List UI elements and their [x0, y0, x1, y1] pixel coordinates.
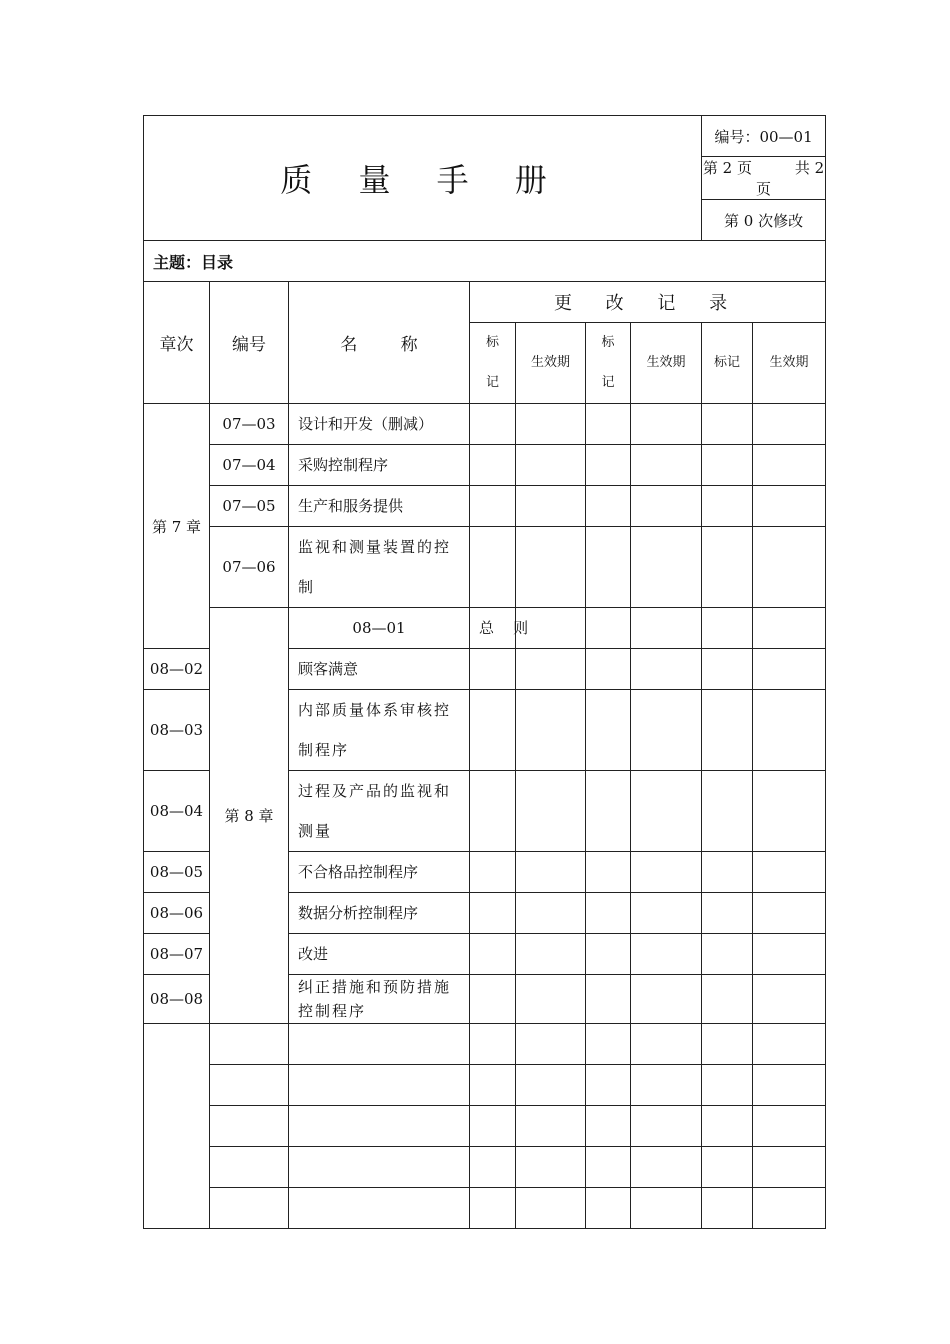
table-row: [144, 445, 826, 486]
header-row: [144, 116, 826, 157]
row-name: 监视和测量装置的控制: [289, 527, 470, 608]
row-name: 过程及产品的监视和测量: [289, 771, 470, 852]
col-change-record: 更 改 记 录: [470, 282, 826, 323]
row-name: 纠正措施和预防措施控制程序: [289, 975, 470, 1024]
page-current: 第 2 页: [702, 159, 752, 177]
row-number: 07—03: [210, 404, 289, 445]
row-number: 08—08: [144, 975, 210, 1024]
revision-info: 第 0 次修改: [702, 200, 826, 241]
contents-table: [143, 115, 826, 1229]
row-name: 顾客满意: [289, 649, 470, 690]
chapter-label: 第 7 章: [144, 404, 210, 649]
col-mark-2: [586, 323, 631, 404]
chapter-label: 第 8 章: [210, 608, 289, 1024]
blank-row: [144, 1188, 826, 1229]
table-row: [144, 486, 826, 527]
mark-top-text: 标: [485, 335, 499, 350]
row-name: 内部质量体系审核控制程序: [289, 690, 470, 771]
col-name: 名 称: [289, 282, 470, 404]
col-effective-1: 生效期: [516, 323, 586, 404]
row-number: 08—01: [289, 608, 470, 649]
row-number: 08—07: [144, 934, 210, 975]
row-number: 08—03: [144, 690, 210, 771]
blank-row: [144, 1065, 826, 1106]
col-effective-3: 生效期: [753, 323, 826, 404]
row-number: 07—05: [210, 486, 289, 527]
doc-number: 编号：00—01: [702, 116, 826, 157]
document-title: 质 量 手 册: [144, 116, 702, 241]
row-number: 07—06: [210, 527, 289, 608]
row-number: 07—04: [210, 445, 289, 486]
quality-manual-page: [143, 115, 825, 1229]
row-number: 08—04: [144, 771, 210, 852]
col-number: 编号: [210, 282, 289, 404]
row-name: 不合格品控制程序: [289, 852, 470, 893]
row-number: 08—02: [144, 649, 210, 690]
mark-bottom-text: 记: [485, 375, 499, 390]
row-name: 数据分析控制程序: [289, 893, 470, 934]
table-row: [144, 527, 826, 608]
row-name: 设计和开发（删减）: [289, 404, 470, 445]
row-name: 总 则: [470, 608, 516, 649]
page-info: [702, 157, 826, 200]
col-mark-1: [470, 323, 516, 404]
col-effective-2: 生效期: [631, 323, 702, 404]
mark-bottom-text: 记: [601, 375, 615, 390]
row-name: 采购控制程序: [289, 445, 470, 486]
table-row: [144, 608, 826, 649]
col-mark-3: 标记: [702, 323, 753, 404]
table-row: [144, 404, 826, 445]
row-number: 08—06: [144, 893, 210, 934]
blank-row: [144, 1024, 826, 1065]
blank-row: [144, 1147, 826, 1188]
row-number: 08—05: [144, 852, 210, 893]
row-name: 改进: [289, 934, 470, 975]
blank-row: [144, 1106, 826, 1147]
blank-chapter-cell: [144, 1024, 210, 1229]
subject-line: 主题：目录: [144, 241, 826, 282]
row-name: 生产和服务提供: [289, 486, 470, 527]
col-chapter: 章次: [144, 282, 210, 404]
mark-top-text: 标: [601, 335, 615, 350]
page-total: 共 2 页: [756, 159, 825, 198]
